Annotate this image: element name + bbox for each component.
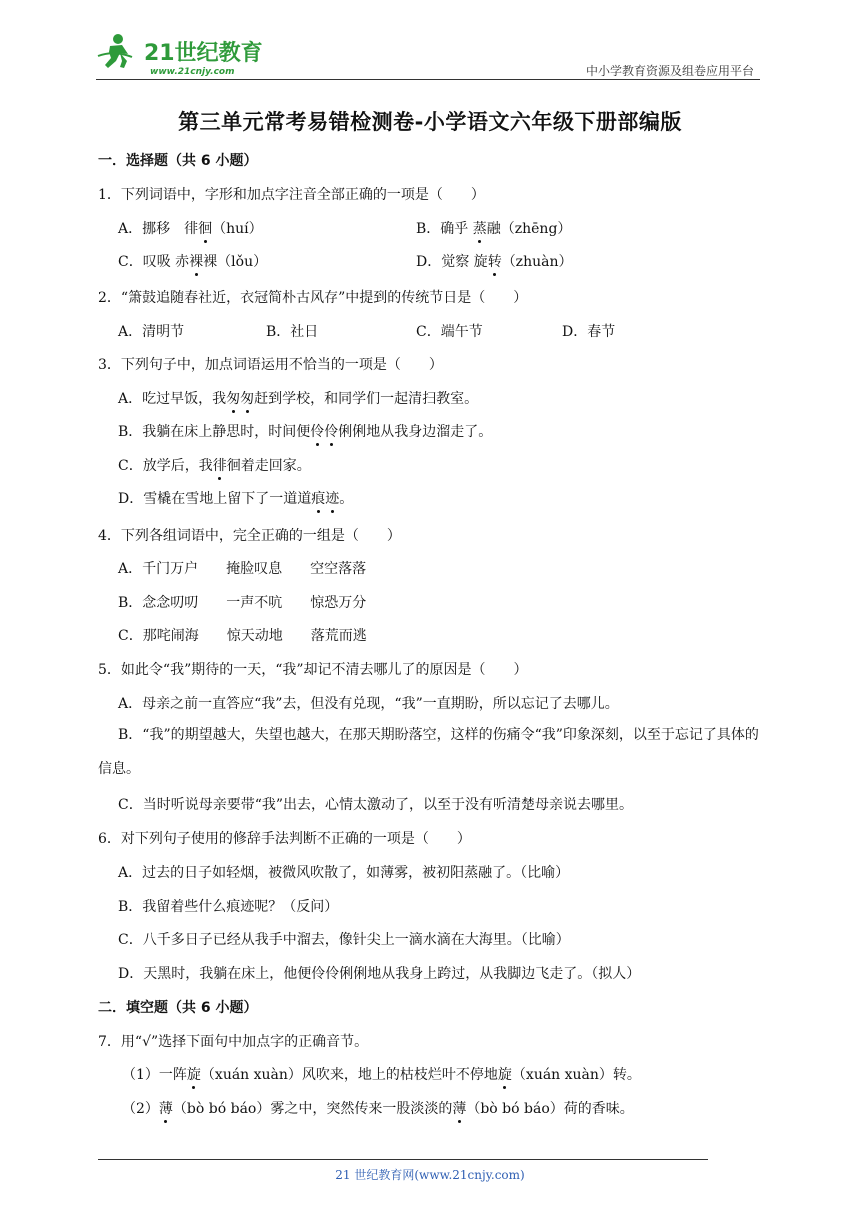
option-text: （zhuàn）: [501, 254, 573, 270]
dotted-char: 迹: [325, 488, 339, 508]
question-5-option-c: C．当时听说母亲要带“我”出去，心情太激动了，以至于没有听清楚母亲说去哪里。: [118, 797, 634, 813]
question-4-stem: 4．下列各组词语中，完全正确的一组是（ ）: [98, 528, 401, 544]
section-heading-choice: 一．选择题（共 6 小题）: [98, 153, 258, 169]
logo-main-text: 21世纪教育: [144, 41, 263, 66]
option-text: （huí）: [212, 221, 263, 237]
footer-text: 21 世纪教育网(www.21cnjy.com): [335, 1168, 525, 1182]
dotted-char: 徊: [198, 218, 212, 238]
dotted-char: 匆: [240, 388, 254, 408]
question-2-option-a: A．清明节: [118, 324, 185, 340]
question-3-option-a: [118, 388, 478, 408]
question-3-stem: 3．下列句子中，加点词语运用不恰当的一项是（ ）: [98, 357, 443, 373]
question-6-option-c: C．八千多日子已经从我手中溜去，像针尖上一滴水滴在大海里。（比喻）: [118, 932, 570, 948]
question-7-stem: 7．用“√”选择下面句中加点字的正确音节。: [98, 1034, 369, 1050]
sub-text: （2）: [122, 1101, 159, 1117]
option-text: 融（zhēng）: [486, 221, 572, 237]
question-2-option-b: B．社日: [266, 324, 319, 340]
platform-name: 中小学教育资源及组卷应用平台: [585, 64, 754, 78]
question-6-stem: 6．对下列句子使用的修辞手法判断不正确的一项是（ ）: [98, 831, 471, 847]
question-2-option-d: D．春节: [562, 324, 616, 340]
dotted-char: 伶: [310, 421, 324, 441]
option-text: 。: [339, 491, 354, 507]
site-logo: [96, 30, 286, 76]
option-text: B．我躺在床上静思时，时间便: [118, 424, 311, 440]
question-3-option-c: [118, 455, 311, 475]
option-text: D．觉察 旋: [416, 254, 488, 270]
option-text: C．放学后，我: [118, 458, 213, 474]
question-6-option-d: D．天黑时，我躺在床上，他便伶伶俐俐地从我身上跨过，从我脚边飞走了。（拟人）: [118, 966, 641, 982]
dotted-char: 旋: [187, 1064, 201, 1084]
dotted-char: 旋: [498, 1064, 512, 1084]
dotted-char: 匆: [226, 388, 240, 408]
question-2-stem: 2．“箫鼓追随春社近，衣冠简朴古风存”中提到的传统节日是（ ）: [98, 290, 528, 306]
page-header: [96, 30, 760, 80]
question-3-option-b: [118, 421, 492, 441]
option-text: D．雪橇在雪地上留下了一道道: [118, 491, 312, 507]
logo-url-text: www.21cnjy.com: [150, 67, 235, 76]
option-text: 徊着走回家。: [226, 458, 311, 474]
question-4-option-a: A．千门万户 掩脸叹息 空空落落: [118, 561, 367, 577]
question-4-option-c: C．那咤闹海 惊天动地 落荒而逃: [118, 628, 367, 644]
dotted-char: 裸: [189, 251, 203, 271]
question-1-option-a: [118, 218, 263, 238]
dotted-char: 徘: [213, 455, 227, 475]
option-text: 俐俐地从我身边溜走了。: [338, 424, 493, 440]
sub-text: （1）一阵: [122, 1067, 187, 1083]
section-heading-fill-blank: 二．填空题（共 6 小题）: [98, 1000, 258, 1016]
question-7-sub-2: [122, 1098, 634, 1118]
question-1-option-b: [416, 218, 571, 238]
dotted-char: 伶: [324, 421, 338, 441]
sub-text: （xuán xuàn）风吹来，地上的枯枝烂叶不停地: [200, 1067, 498, 1083]
header-divider: [96, 79, 760, 80]
question-5-option-b: B．“我”的期望越大，失望也越大，在那天期盼落空，这样的伤痛令“我”印象深刻，以至于忘记了具体的信息。: [98, 727, 759, 777]
question-6-option-a: A．过去的日子如轻烟，被微风吹散了，如薄雾，被初阳蒸融了。（比喻）: [118, 865, 570, 881]
sub-text: （xuán xuàn）转。: [511, 1067, 641, 1083]
question-1-option-c: [118, 251, 267, 271]
question-7-sub-1: [122, 1064, 641, 1084]
question-1-stem: 1．下列词语中，字形和加点字注音全部正确的一项是（ ）: [98, 187, 485, 203]
sub-text: （bò bó báo）荷的香味。: [466, 1101, 634, 1117]
option-text: A．吃过早饭，我: [118, 391, 227, 407]
option-text: A．挪移 徘: [118, 221, 199, 237]
question-6-option-b: B．我留着些什么痕迹呢？（反问）: [118, 899, 339, 915]
question-5-option-a: A．母亲之前一直答应“我”去，但没有兑现，“我”一直期盼，所以忘记了去哪儿。: [118, 696, 619, 712]
footer-divider: [98, 1159, 708, 1160]
option-text: 赶到学校，和同学们一起清扫教室。: [254, 391, 479, 407]
option-text: C．叹吸 赤: [118, 254, 190, 270]
dotted-char: 痕: [311, 488, 325, 508]
sub-text: （bò bó báo）雾之中，突然传来一股淡淡的: [172, 1101, 453, 1117]
dotted-char: 转: [488, 251, 502, 271]
question-2-option-c: C．端午节: [416, 324, 483, 340]
runner-icon: [98, 34, 132, 68]
dotted-char: 蒸: [473, 218, 487, 238]
question-1-option-d: [416, 251, 572, 271]
option-text: B．确乎: [416, 221, 473, 237]
question-4-option-b: B．念念叨叨 一声不吭 惊恐万分: [118, 595, 367, 611]
option-text: 裸（lǒu）: [203, 254, 268, 270]
dotted-char: 薄: [452, 1098, 466, 1118]
document-title: 第三单元常考易错检测卷-小学语文六年级下册部编版: [178, 110, 682, 134]
dotted-char: 薄: [159, 1098, 173, 1118]
question-5-stem: 5．如此令“我”期待的一天，“我”却记不清去哪儿了的原因是（ ）: [98, 662, 528, 678]
question-3-option-d: [118, 488, 353, 508]
